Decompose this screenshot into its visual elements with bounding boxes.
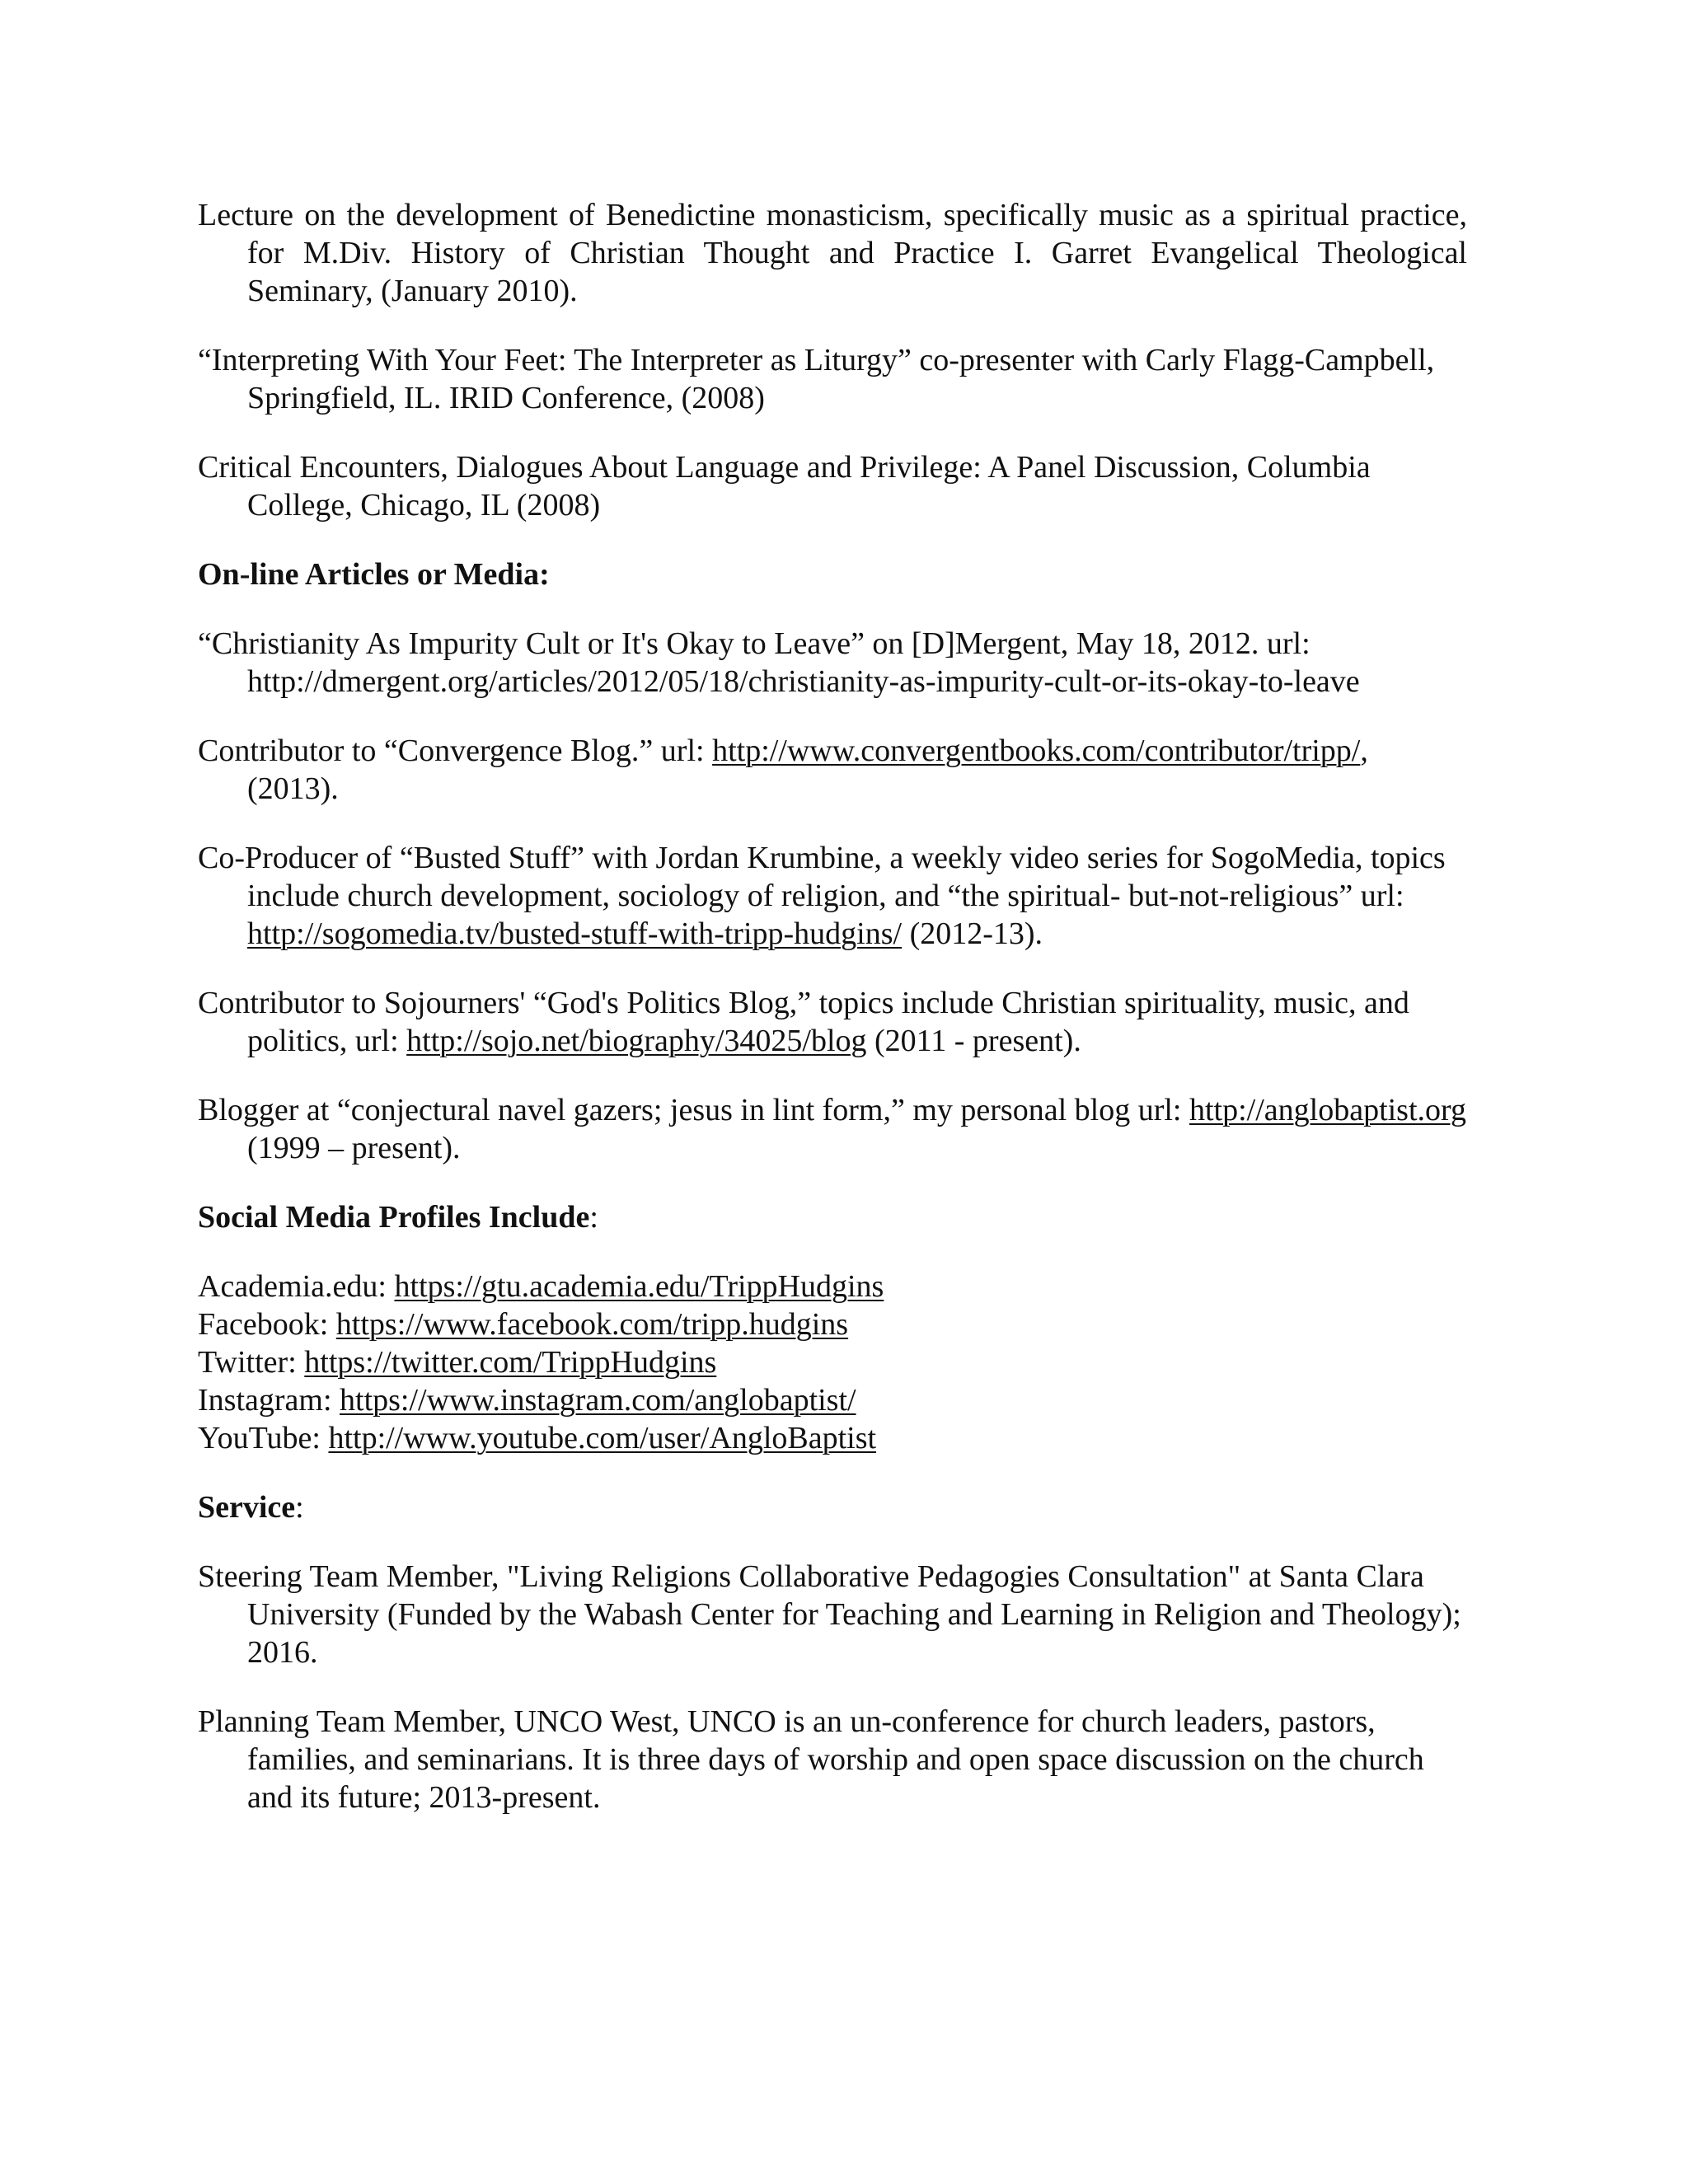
- service-entry: Planning Team Member, UNCO West, UNCO is an un-conference for church leaders, pastors, families, and seminarians. It is three days of worship and open space discussion on the church and its future; 2013-present.: [198, 1704, 1424, 1815]
- social-media-heading-text: Social Media Profiles Include: [198, 1200, 590, 1235]
- facebook-link[interactable]: https://www.facebook.com/tripp.hudgins: [335, 1307, 849, 1342]
- presentation-entry: Lecture on the development of Benedictine monasticism, specifically music as a spiritual practice, for M.Div. History of Christian Thought and Practice I. Garret Evangelical Theological Seminary, (January 2010).: [198, 198, 1467, 308]
- profile-instagram: [198, 1381, 1467, 1419]
- entry-text: Contributor to “Convergence Blog.” url:: [198, 733, 713, 768]
- service-heading: [198, 1488, 1467, 1526]
- presentation-entry: Critical Encounters, Dialogues About Language and Privilege: A Panel Discussion, Columbia College, Chicago, IL (2008): [198, 450, 1371, 523]
- entry-text: “Christianity As Impurity Cult or It's Okay to Leave” on [D]Mergent, May 18, 2012. url: http://dmergent.org/articles/2012/05/18/christianity-as-impurity-cult-or-its-okay-to-leave: [198, 626, 1360, 699]
- online-media-entry: [198, 1091, 1467, 1167]
- heading-colon: :: [295, 1490, 304, 1525]
- online-media-entry: [198, 984, 1467, 1060]
- profile-label: Facebook:: [198, 1307, 336, 1342]
- service-entry: Steering Team Member, "Living Religions Collaborative Pedagogies Consultation" at Santa Clara University (Funded by the Wabash Center for Teaching and Learning in Religion and Theology); 2016.: [198, 1559, 1461, 1670]
- instagram-link[interactable]: https://www.instagram.com/anglobaptist/: [340, 1383, 856, 1418]
- social-profiles-list: [198, 1268, 1467, 1457]
- entry-text: (2011 - present).: [866, 1024, 1081, 1058]
- online-media-entry: [198, 839, 1467, 953]
- busted-stuff-link[interactable]: http://sogomedia.tv/busted-stuff-with-tripp-hudgins/: [247, 916, 903, 951]
- document-page: [198, 196, 1467, 1848]
- entry-text: Blogger at “conjectural navel gazers; jesus in lint form,” my personal blog url:: [198, 1093, 1189, 1127]
- profile-academia: [198, 1268, 1467, 1305]
- convergence-blog-link[interactable]: http://www.convergentbooks.com/contributor/tripp/: [712, 733, 1361, 768]
- personal-blog-link[interactable]: http://anglobaptist.org: [1189, 1093, 1466, 1127]
- profile-label: Instagram:: [198, 1383, 340, 1418]
- entry-text: , (2013).: [247, 733, 1368, 806]
- online-media-heading: On-line Articles or Media:: [198, 557, 550, 592]
- profile-twitter: [198, 1343, 1467, 1381]
- profile-youtube: [198, 1419, 1467, 1457]
- presentation-entry: “Interpreting With Your Feet: The Interpreter as Liturgy” co-presenter with Carly Flagg-Campbell, Springfield, IL. IRID Conference, (2008): [198, 343, 1435, 415]
- heading-colon: :: [589, 1200, 598, 1235]
- academia-link[interactable]: https://gtu.academia.edu/TrippHudgins: [394, 1269, 884, 1304]
- profile-facebook: [198, 1305, 1467, 1343]
- entry-text: Contributor to Sojourners' “God's Politics Blog,” topics include Christian spirituality, music, and politics, url:: [198, 986, 1409, 1058]
- social-media-heading: [198, 1198, 1467, 1236]
- profile-label: Twitter:: [198, 1345, 305, 1380]
- entry-text: (1999 – present).: [247, 1131, 461, 1165]
- twitter-link[interactable]: https://twitter.com/TrippHudgins: [304, 1345, 717, 1380]
- youtube-link[interactable]: http://www.youtube.com/user/AngloBaptist: [328, 1421, 877, 1455]
- entry-text: Co-Producer of “Busted Stuff” with Jordan Krumbine, a weekly video series for SogoMedia, topics include church development, sociology of religion, and “the spiritual- but-not-religious” url:: [198, 841, 1446, 913]
- profile-label: YouTube:: [198, 1421, 329, 1455]
- sojourners-blog-link[interactable]: http://sojo.net/biography/34025/blog: [406, 1024, 867, 1058]
- entry-text: (2012-13).: [902, 916, 1043, 951]
- profile-label: Academia.edu:: [198, 1269, 395, 1304]
- service-heading-text: Service: [198, 1490, 296, 1525]
- online-media-entry: [198, 732, 1467, 808]
- online-media-entry: [198, 625, 1467, 701]
